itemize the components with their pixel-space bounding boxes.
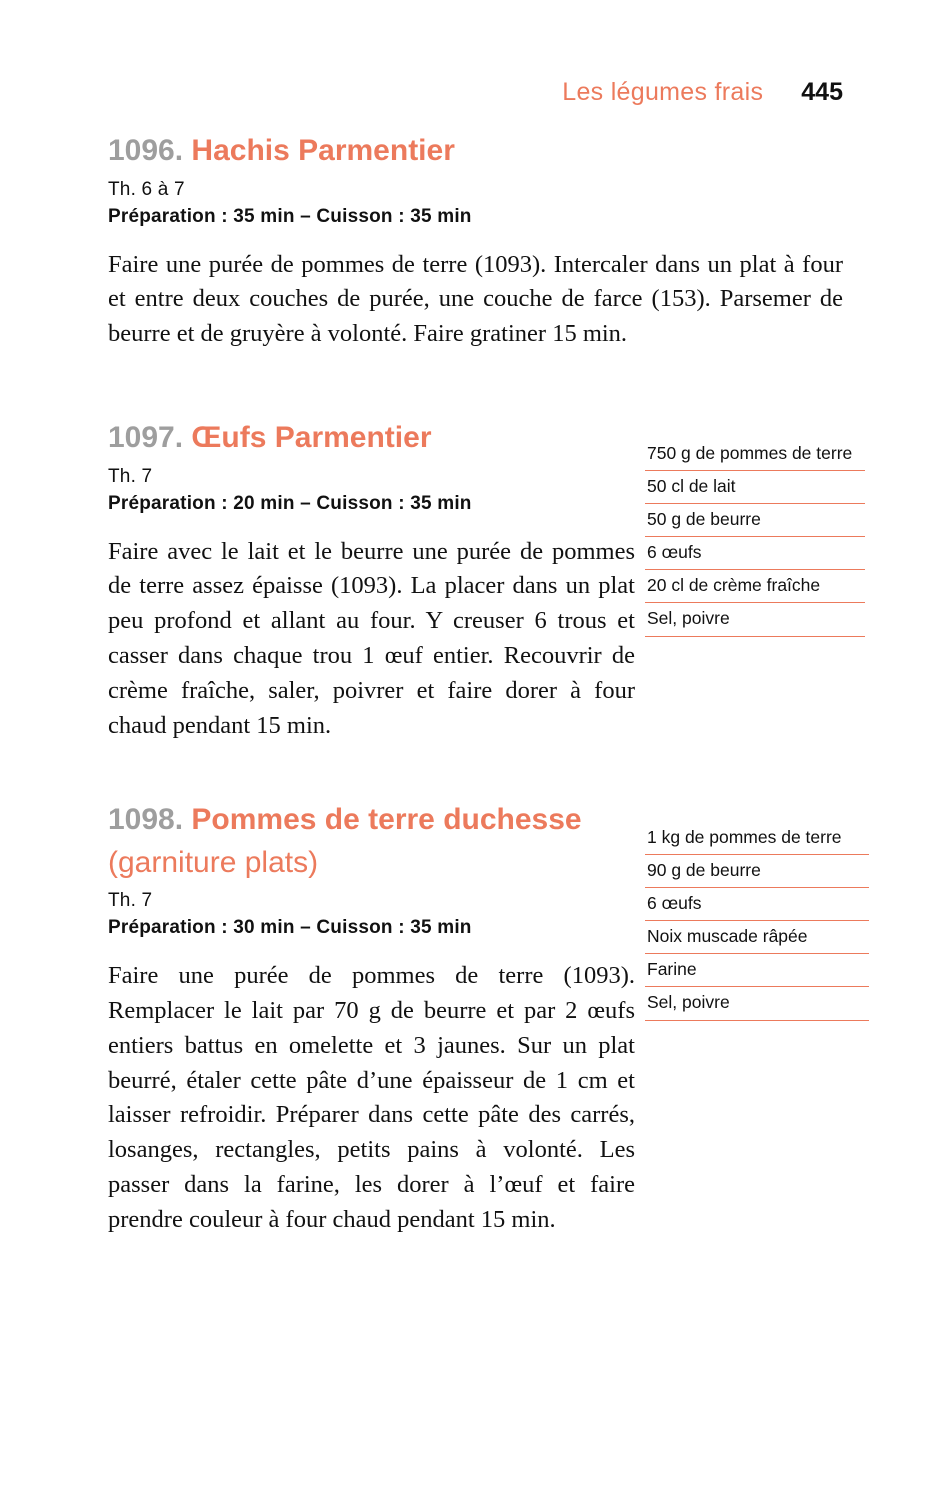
running-head-section: Les légumes frais (562, 78, 764, 106)
list-item: 90 g de beurre (645, 855, 869, 888)
list-item: 1 kg de pommes de terre (645, 826, 869, 855)
page-number: 445 (801, 78, 843, 106)
list-item: 50 g de beurre (645, 504, 865, 537)
recipe-body: Faire avec le lait et le beurre une purée de pommes de terre assez épaisse (1093). La placer dans un plat peu profond et allant au four. Y creuser 6 trous et casser dans chaque trou 1 œuf entier. Recouvrir de crème fraîche, saler, poivrer et faire dorer à four chaud pendant 15 min. (108, 537, 635, 739)
list-item: 6 œufs (645, 537, 865, 570)
recipe-title: Hachis Parmentier (191, 134, 455, 167)
recipe-body: Faire une purée de pommes de terre (1093). Remplacer le lait par 70 g de beurre et par 2 œufs entiers battus en omelette et 3 jaunes. Sur un plat beurré, étaler cette pâte d’une épaisseur de 1 cm et laisser refroidir. Préparer dans cette pâte des carrés, losanges, rectangles, petits pains à volonté. Les passer dans la farine, les dorer à l’œuf et faire prendre couleur à four chaud pendant 15 min. (108, 962, 635, 1233)
thermostat-label: Th. 7 (108, 465, 153, 487)
list-item: Sel, poivre (645, 603, 865, 636)
list-item: Farine (645, 954, 869, 987)
prep-cook-times: Préparation : 20 min – Cuisson : 35 min (108, 492, 472, 514)
list-item: Sel, poivre (645, 987, 869, 1020)
prep-cook-times: Préparation : 35 min – Cuisson : 35 min (108, 205, 472, 227)
ingredient-list (645, 442, 865, 637)
recipe-subtitle: (garniture plats) (108, 845, 319, 879)
list-item: 20 cl de crème fraîche (645, 570, 865, 603)
recipe-entry (108, 130, 843, 352)
recipe-heading (108, 799, 638, 884)
recipe-body: Faire une purée de pommes de terre (1093). Intercaler dans un plat à four et entre deux couches de purée, une couche de farce (153). Parsemer de beurre et de gruyère à volonté. Faire gratiner 15 min. (108, 250, 843, 348)
running-head (562, 78, 843, 107)
recipe-number: 1098. (108, 803, 184, 836)
list-item: Noix muscade râpée (645, 921, 869, 954)
ingredient-list (645, 826, 869, 1021)
recipe-number: 1097. (108, 421, 184, 454)
recipe-heading (108, 417, 638, 460)
prep-cook-times: Préparation : 30 min – Cuisson : 35 min (108, 917, 472, 939)
recipe-title: Œufs Parmentier (191, 421, 432, 454)
recipe-heading (108, 130, 638, 173)
thermostat-label: Th. 7 (108, 890, 153, 912)
list-item: 50 cl de lait (645, 471, 865, 504)
list-item: 6 œufs (645, 888, 869, 921)
recipe-number: 1096. (108, 134, 184, 167)
recipe-title: Pommes de terre duchesse (191, 803, 582, 836)
thermostat-label: Th. 6 à 7 (108, 178, 185, 200)
list-item: 750 g de pommes de terre (645, 442, 865, 471)
